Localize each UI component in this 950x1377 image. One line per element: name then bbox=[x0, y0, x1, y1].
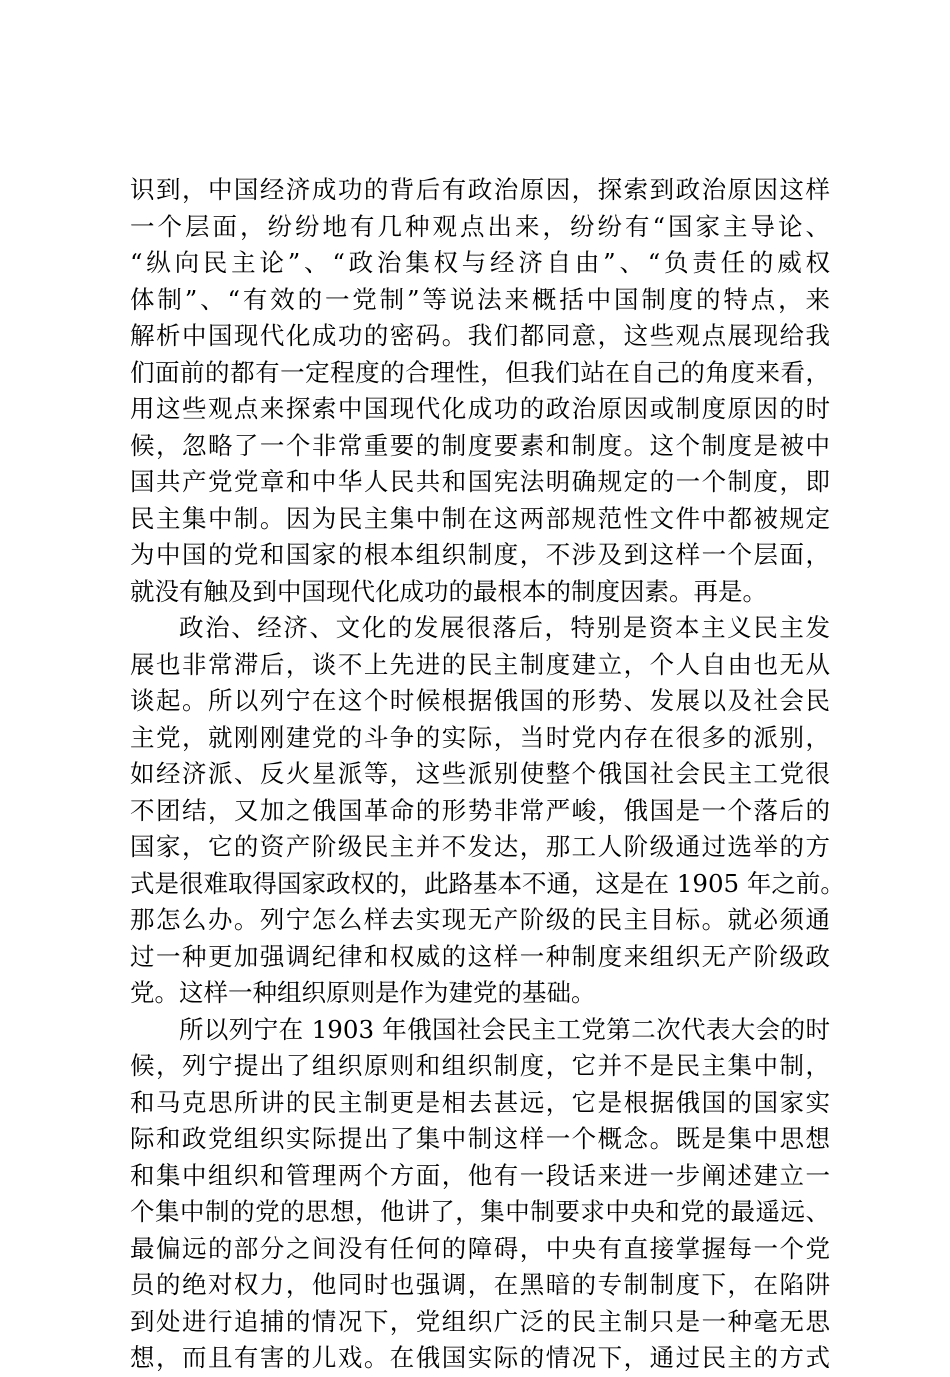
text-line: 用这些观点来探索中国现代化成功的政治原因或制度原因的时 bbox=[130, 394, 830, 423]
text-line: 国共产党党章和中华人民共和国宪法明确规定的一个制度，即 bbox=[130, 467, 830, 496]
body-text bbox=[130, 172, 845, 1377]
text-line: 那怎么办。列宁怎么样去实现无产阶级的民主目标。就必须通 bbox=[130, 905, 830, 934]
text-line: 谈起。所以列宁在这个时候根据俄国的形势、发展以及社会民 bbox=[130, 686, 830, 715]
text-line: 展也非常滞后，谈不上先进的民主制度建立，个人自由也无从 bbox=[130, 649, 830, 679]
text-line: 主党，就刚刚建党的斗争的实际，当时党内存在很多的派别， bbox=[130, 722, 830, 752]
text-line: 一个层面，纷纷地有几种观点出来，纷纷有“国家主导论、 bbox=[130, 211, 830, 241]
text-line: 个集中制的党的思想，他讲了，集中制要求中央和党的最遥远、 bbox=[130, 1197, 830, 1226]
text-line: 民主集中制。因为民主集中制在这两部规范性文件中都被规定 bbox=[130, 503, 830, 533]
text-line: 为中国的党和国家的根本组织制度，不涉及到这样一个层面， bbox=[130, 540, 830, 569]
text-line: 到处进行追捕的情况下，党组织广泛的民主制只是一种毫无思 bbox=[130, 1306, 830, 1336]
text-line: 如经济派、反火星派等，这些派别使整个俄国社会民主工党很 bbox=[130, 759, 830, 788]
text-line: 党。这样一种组织原则是作为建党的基础。 bbox=[130, 978, 596, 1007]
text-line: 识到，中国经济成功的背后有政治原因，探索到政治原因这样 bbox=[130, 175, 830, 204]
text-line: 想，而且有害的儿戏。在俄国实际的情况下，通过民主的方式 bbox=[130, 1343, 830, 1372]
text-line: 和马克思所讲的民主制更是相去甚远，它是根据俄国的国家实 bbox=[130, 1087, 830, 1117]
text-line: 际和政党组织实际提出了集中制这样一个概念。既是集中思想 bbox=[130, 1124, 830, 1153]
text-line: 员的绝对权力，他同时也强调，在黑暗的专制制度下，在陷阱 bbox=[130, 1270, 830, 1299]
text-line: 就没有触及到中国现代化成功的最根本的制度因素。再是。 bbox=[130, 576, 767, 606]
text-line: 最偏远的部分之间没有任何的障碍，中央有直接掌握每一个党 bbox=[130, 1233, 830, 1263]
text-line: “纵向民主论”、“政治集权与经济自由”、“负责任的威权 bbox=[130, 248, 830, 277]
text-line: 所以列宁在 1903 年俄国社会民主工党第二次代表大会的时 bbox=[179, 1014, 830, 1044]
text-line: 政治、经济、文化的发展很落后，特别是资本主义民主发 bbox=[179, 613, 830, 642]
text-line: 解析中国现代化成功的密码。我们都同意，这些观点展现给我 bbox=[130, 321, 830, 350]
text-line: 候，列宁提出了组织原则和组织制度，它并不是民主集中制， bbox=[130, 1051, 830, 1080]
text-line: 过一种更加强调纪律和权威的这样一种制度来组织无产阶级政 bbox=[130, 941, 830, 971]
text-line: 国家，它的资产阶级民主并不发达，那工人阶级通过选举的方 bbox=[130, 832, 830, 861]
text-line: 候，忽略了一个非常重要的制度要素和制度。这个制度是被中 bbox=[130, 430, 830, 460]
text-line: 体制”、“有效的一党制”等说法来概括中国制度的特点，来 bbox=[130, 284, 830, 314]
text-line: 式是很难取得国家政权的，此路基本不通，这是在 1905 年之前。 bbox=[130, 868, 845, 898]
text-line: 和集中组织和管理两个方面，他有一段话来进一步阐述建立一 bbox=[130, 1160, 830, 1190]
text-line: 们面前的都有一定程度的合理性，但我们站在自己的角度来看， bbox=[130, 357, 830, 387]
text-line: 不团结，又加之俄国革命的形势非常严峻，俄国是一个落后的 bbox=[130, 795, 830, 825]
